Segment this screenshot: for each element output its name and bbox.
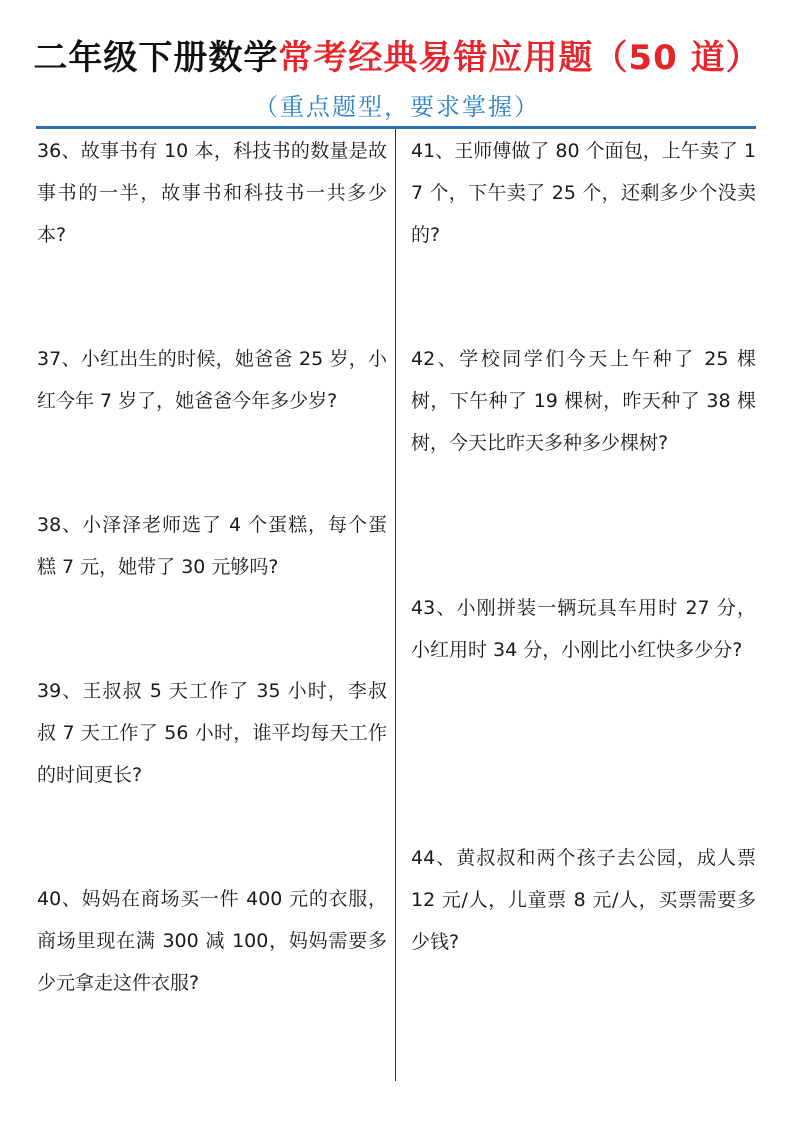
title-grade: 二年级下册数学 [33,38,279,78]
question-44: 44、黄叔叔和两个孩子去公园，成人票 12 元/人，儿童票 8 元/人，买票需要多少钱? [411,847,756,953]
page-subtitle: （重点题型，要求掌握） [254,93,540,121]
question-40: 40、妈妈在商场买一件 400 元的衣服，商场里现在满 300 减 100，妈妈需要多少元拿走这件衣服? [37,888,387,994]
title-topic: 常考经典易错应用题（50 道） [278,38,761,78]
question-38: 38、小泽泽老师选了 4 个蛋糕，每个蛋糕 7 元，她带了 30 元够吗? [37,514,387,578]
question-41: 41、王师傅做了 80 个面包，上午卖了 17 个，下午卖了 25 个，还剩多少个没卖的? [411,140,756,246]
column-divider [395,129,396,1081]
question-36: 36、故事书有 10 本，科技书的数量是故事书的一半，故事书和科技书一共多少本? [37,140,387,246]
page-title [0,34,794,82]
question-37: 37、小红出生的时候，她爸爸 25 岁，小红今年 7 岁了，她爸爸今年多少岁? [37,348,387,412]
question-43: 43、小刚拼装一辆玩具车用时 27 分，小红用时 34 分，小刚比小红快多少分? [411,597,756,661]
question-42: 42、学校同学们今天上午种了 25 棵树，下午种了 19 棵树，昨天种了 38 棵树，今天比昨天多种多少棵树? [411,348,756,454]
question-39: 39、王叔叔 5 天工作了 35 小时，李叔叔 7 天工作了 56 小时，谁平均每天工作的时间更长? [37,680,387,786]
header-rule [36,126,756,129]
